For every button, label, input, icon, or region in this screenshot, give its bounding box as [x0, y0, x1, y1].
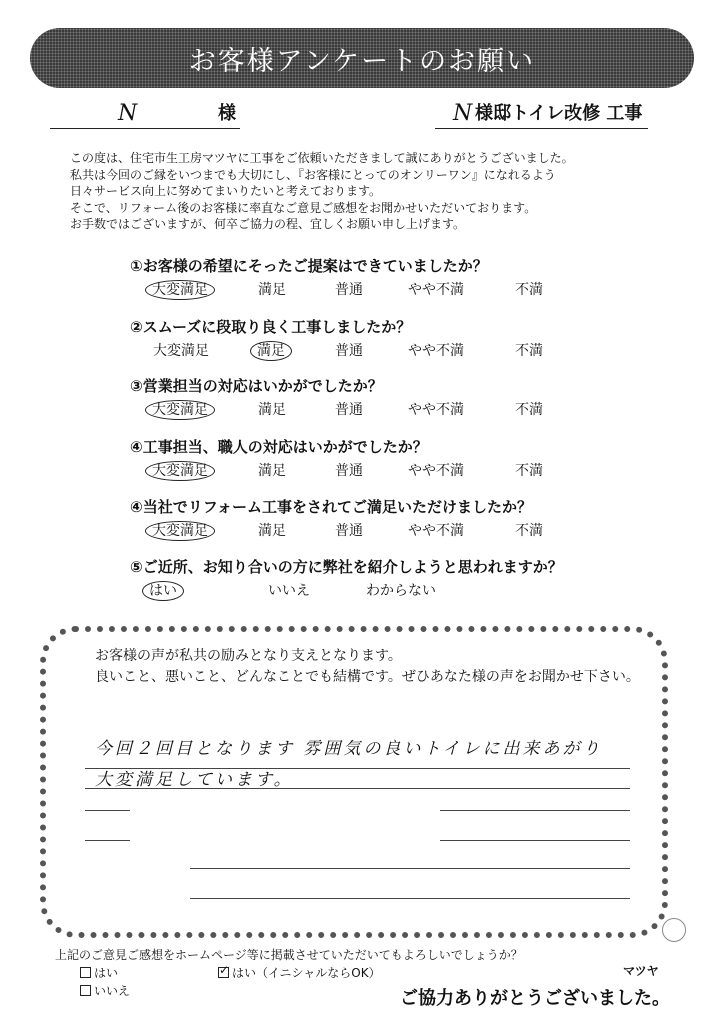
answer-label: いいえ [268, 583, 310, 599]
answer-selected-circle: 大変満足 [145, 461, 215, 481]
answer-label: 普通 [335, 282, 363, 298]
answer-option[interactable] [366, 580, 436, 600]
answer-option[interactable] [153, 399, 215, 419]
answer-label: 不満 [515, 523, 543, 539]
answer-label: 満足 [258, 523, 286, 539]
consent-question: 上記のご意見ご感想をホームページ等に掲載させていただいてもよろしいでしょうか？ [55, 948, 523, 962]
checkbox-yes[interactable] [80, 967, 91, 978]
intro-line: 日々サービス向上に努めてまいりたいと考えております。 [70, 184, 382, 198]
answer-label: 満足 [258, 282, 286, 298]
answer-label: 普通 [335, 523, 363, 539]
question-text: ③営業担当の対応はいかがでしたか？ [130, 377, 383, 395]
answer-option[interactable] [515, 399, 543, 419]
answer-label: やや不満 [408, 463, 464, 479]
writing-line [85, 840, 130, 841]
answer-label: やや不満 [408, 523, 464, 539]
writing-line [190, 868, 630, 869]
answer-option[interactable] [258, 279, 286, 299]
customer-initial: N [118, 101, 138, 126]
answer-option[interactable] [408, 340, 464, 360]
intro-line: この度は、住宅市生工房マツヤに工事をご依頼いただきまして誠にありがとうございました。 [70, 151, 574, 165]
answer-option[interactable] [258, 520, 286, 540]
thanks-message: ご協力ありがとうございました。 [400, 988, 670, 1009]
handwritten-comment-1: 今回２回目となります 雰囲気の良いトイレに出来あがり [95, 739, 603, 759]
voice-line-1: お客様の声が私共の励みとなり支えとなります。 [95, 648, 402, 664]
answer-label: やや不満 [408, 343, 464, 359]
answer-label: やや不満 [408, 402, 464, 418]
answer-label: 大変満足 [153, 343, 209, 359]
project-initial: N [453, 101, 473, 126]
title-banner [30, 28, 694, 88]
answer-label: 普通 [335, 402, 363, 418]
intro-text [70, 150, 670, 233]
company-logo-icon [662, 918, 686, 942]
project-name-line [435, 98, 648, 129]
writing-line [85, 810, 130, 811]
question-text: ⑤ご近所、お知り合いの方に弊社を紹介しようと思われますか？ [130, 558, 563, 576]
answer-label: やや不満 [408, 282, 464, 298]
answer-label: 不満 [515, 343, 543, 359]
answer-label: 普通 [335, 463, 363, 479]
answer-label: 不満 [515, 402, 543, 418]
checkbox-no[interactable] [80, 985, 91, 996]
question-text: ④当社でリフォーム工事をされてご満足いただけましたか？ [130, 498, 532, 516]
writing-line [190, 898, 630, 899]
checkbox-yes-initial[interactable] [218, 967, 229, 978]
answer-option[interactable] [408, 520, 464, 540]
project-name: 様邸トイレ改修 工事 [475, 103, 643, 124]
answer-label: 普通 [335, 343, 363, 359]
answer-label: 満足 [258, 402, 286, 418]
answer-selected-circle: 大変満足 [145, 400, 215, 420]
handwritten-comment-2: 大変満足しています。 [95, 770, 294, 790]
answer-option[interactable] [258, 340, 292, 360]
answer-option[interactable] [335, 279, 363, 299]
answer-label: 不満 [515, 282, 543, 298]
answer-selected-circle: 大変満足 [145, 521, 215, 541]
answer-option[interactable] [258, 460, 286, 480]
intro-line: そこで、リフォーム後のお客様に率直なご意見ご感想をお聞かせいただいております。 [70, 200, 537, 215]
answer-label: 満足 [258, 463, 286, 479]
consent-no-option[interactable]: いいえ [80, 982, 130, 999]
consent-yes-option[interactable]: はい [80, 964, 118, 981]
answer-option[interactable] [515, 460, 543, 480]
intro-line: 私共は今回のご縁をいつまでも大切にし、『お客様にとってのオンリーワン』になれるよう [70, 167, 556, 182]
writing-line [85, 788, 630, 789]
answer-option[interactable] [515, 520, 543, 540]
answer-option[interactable] [515, 340, 543, 360]
answer-label: わからない [366, 583, 436, 599]
company-logo-text: マツヤ [623, 964, 659, 978]
answer-option[interactable] [153, 460, 215, 480]
answer-option[interactable] [153, 520, 215, 540]
answer-selected-circle: 大変満足 [145, 280, 215, 300]
customer-name-line [50, 98, 240, 129]
answer-option[interactable] [335, 399, 363, 419]
customer-suffix: 様 [218, 103, 236, 124]
answer-option[interactable] [153, 279, 215, 299]
consent-yes-initial-option[interactable]: ✓ はい（イニシャルならOK） [218, 964, 381, 981]
answer-option[interactable] [258, 399, 286, 419]
answer-option[interactable] [408, 279, 464, 299]
answer-option[interactable] [150, 580, 184, 600]
answer-option[interactable] [335, 520, 363, 540]
question-text: ①お客様の希望にそったご提案はできていましたか？ [130, 257, 488, 275]
writing-line [440, 840, 630, 841]
answer-option[interactable] [153, 340, 209, 360]
answer-option[interactable] [335, 340, 363, 360]
answer-option[interactable] [408, 460, 464, 480]
voice-line-2: 良いこと、悪いこと、どんなことでも結構です。ぜひあなた様の声をお聞かせ下さい。 [95, 669, 640, 685]
answer-selected-circle: はい [142, 581, 184, 601]
answer-option[interactable] [408, 399, 464, 419]
question-text: ②スムーズに段取り良く工事しましたか？ [130, 318, 412, 336]
answer-label: 不満 [515, 463, 543, 479]
answer-option[interactable] [335, 460, 363, 480]
page-title: お客様アンケートのお願い [188, 45, 536, 77]
writing-line [440, 810, 630, 811]
intro-line: お手数ではございますが、何卒ご協力の程、宜しくお願い申し上げます。 [70, 217, 466, 231]
question-text: ④工事担当、職人の対応はいかがでしたか？ [130, 438, 428, 456]
answer-option[interactable] [515, 279, 543, 299]
answer-option[interactable] [268, 580, 310, 600]
answer-selected-circle: 満足 [250, 341, 292, 361]
